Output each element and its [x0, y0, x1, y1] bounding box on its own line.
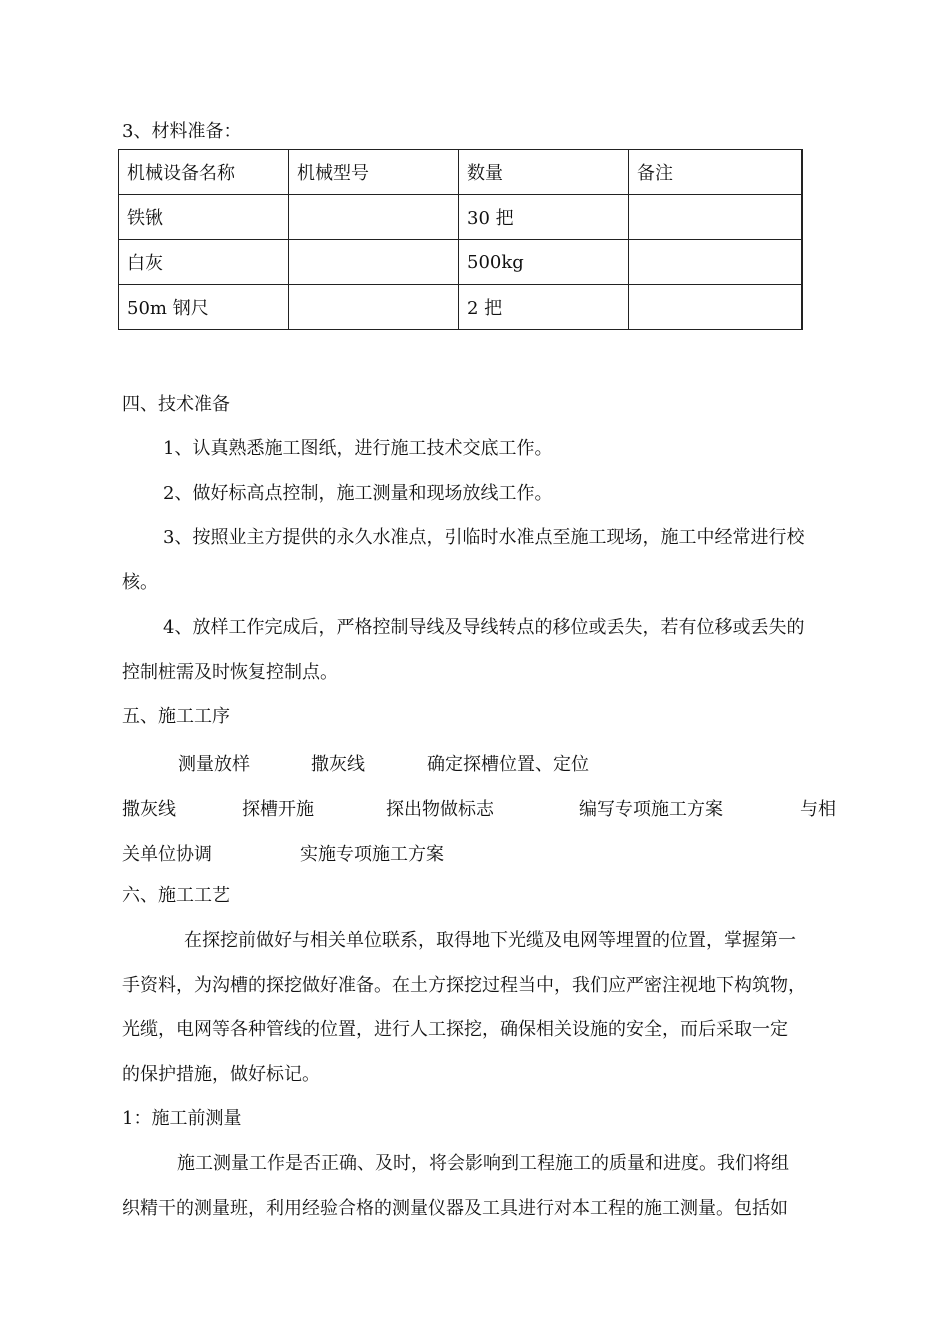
- paragraph-line: 在探挖前做好与相关单位联系，取得地下光缆及电网等埋置的位置，掌握第一: [184, 930, 796, 951]
- flow-step: 撒灰线: [122, 799, 176, 820]
- table-row: [119, 285, 802, 330]
- paragraph-line: 的保护措施，做好标记。: [122, 1064, 320, 1085]
- table-cell: [629, 240, 802, 285]
- paragraph-line: 光缆，电网等各种管线的位置，进行人工探挖，确保相关设施的安全，而后采取一定: [122, 1019, 788, 1040]
- section-4-item-1: 1、认真熟悉施工图纸，进行施工技术交底工作。: [163, 438, 553, 459]
- section-4-item-4: 4、放样工作完成后，严格控制导线及导线转点的移位或丢失，若有位移或丢失的: [163, 617, 805, 638]
- section-4-item-2: 2、做好标高点控制，施工测量和现场放线工作。: [163, 483, 553, 504]
- flow-step: 探槽开施: [242, 799, 314, 820]
- section-4-item-3-cont: 核。: [122, 572, 158, 593]
- flow-step: 关单位协调: [122, 844, 212, 865]
- table-cell: 白灰: [119, 240, 289, 285]
- paragraph-line: 织精干的测量班，利用经验合格的测量仪器及工具进行对本工程的施工测量。包括如: [122, 1198, 788, 1219]
- table-row: [119, 195, 802, 240]
- subsection-title: 1：施工前测量: [122, 1108, 242, 1129]
- section-5-title: 五、施工工序: [122, 706, 230, 727]
- table-cell: 铁锹: [119, 195, 289, 240]
- section-6-title: 六、施工工艺: [122, 885, 230, 906]
- section-4-item-4-cont: 控制桩需及时恢复控制点。: [122, 662, 338, 683]
- paragraph-line: 施工测量工作是否正确、及时，将会影响到工程施工的质量和进度。我们将组: [177, 1153, 789, 1174]
- table-cell: [629, 195, 802, 240]
- flow-step: 编写专项施工方案: [579, 799, 723, 820]
- flow-step: 探出物做标志: [386, 799, 494, 820]
- section-4-item-3: 3、按照业主方提供的永久水准点，引临时水准点至施工现场，施工中经常进行校: [163, 527, 805, 548]
- table-cell: [289, 285, 459, 330]
- header-cell: 机械型号: [289, 150, 459, 195]
- table-cell: 500kg: [459, 240, 629, 285]
- table-cell: [289, 240, 459, 285]
- table-cell: 2 把: [459, 285, 629, 330]
- table-header-row: [119, 150, 802, 195]
- header-cell: 机械设备名称: [119, 150, 289, 195]
- paragraph-line: 手资料，为沟槽的探挖做好准备。在土方探挖过程当中，我们应严密注视地下构筑物，: [122, 975, 806, 996]
- flow-step: 实施专项施工方案: [300, 844, 444, 865]
- section-4-title: 四、技术准备: [122, 394, 230, 415]
- table-cell: [289, 195, 459, 240]
- header-cell: 数量: [459, 150, 629, 195]
- flow-step: 撒灰线: [311, 754, 365, 775]
- table-cell: 50m 钢尺: [119, 285, 289, 330]
- table-cell: [629, 285, 802, 330]
- table-row: [119, 240, 802, 285]
- flow-step: 确定探槽位置、定位: [427, 754, 589, 775]
- materials-table: [118, 149, 803, 330]
- section-3-title: 3、材料准备：: [122, 121, 242, 142]
- flow-step: 测量放样: [178, 754, 250, 775]
- table-cell: 30 把: [459, 195, 629, 240]
- flow-step: 与相: [800, 799, 836, 820]
- header-cell: 备注: [629, 150, 802, 195]
